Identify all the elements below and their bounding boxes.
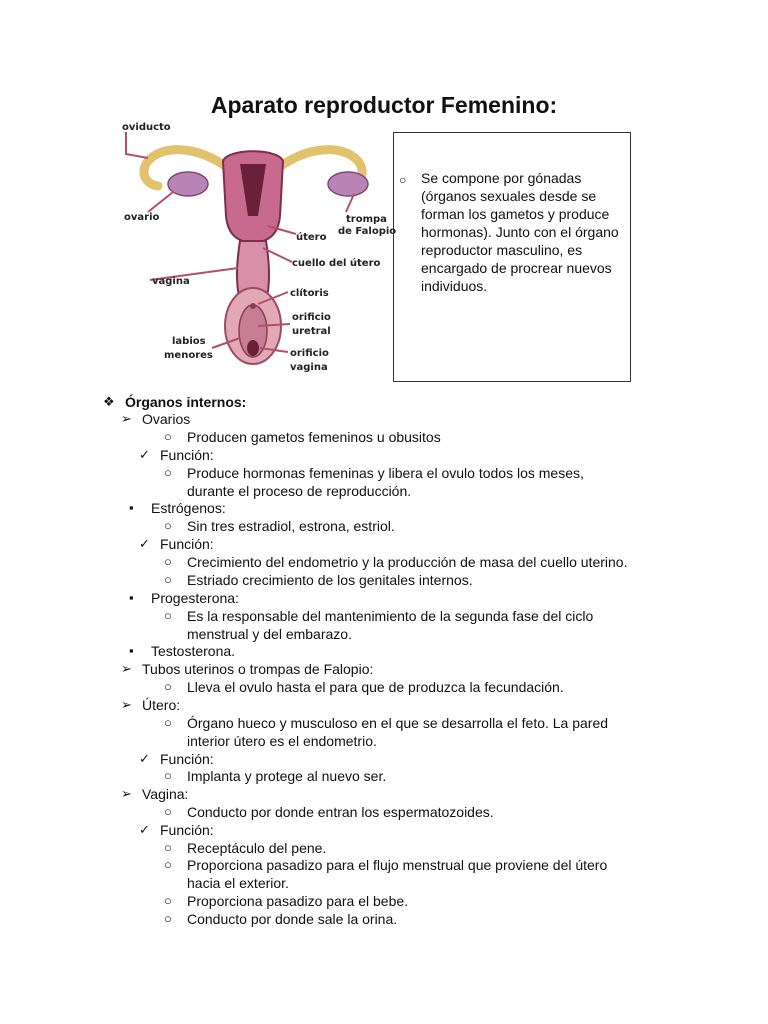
label-ovario: ovario (124, 212, 160, 223)
list-item: Proporciona pasadizo para el flujo menstrual que proviene del útero (187, 857, 608, 873)
check-bullet-icon: ✓ (139, 822, 150, 837)
circle-bullet-icon: ○ (164, 429, 172, 444)
circle-bullet-icon: ○ (164, 804, 172, 819)
circle-bullet-icon: ○ (164, 679, 172, 694)
heading-organos-internos: Órganos internos: (125, 394, 247, 410)
circle-bullet-icon: ○ (164, 554, 172, 569)
label-de-falopio: de Falopio (338, 226, 397, 237)
arrow-bullet-icon: ➢ (121, 411, 132, 426)
circle-bullet-icon: ○ (164, 768, 172, 783)
list-item: Función: (160, 447, 214, 463)
check-bullet-icon: ✓ (139, 751, 150, 766)
square-bullet-icon: ▪ (129, 590, 134, 605)
square-bullet-icon: ▪ (129, 500, 134, 515)
circle-bullet-icon: ○ (164, 911, 172, 926)
list-item: Conducto por donde sale la orina. (187, 911, 398, 927)
arrow-bullet-icon: ➢ (121, 697, 132, 712)
circle-bullet-icon: ○ (164, 840, 172, 855)
list-item: Vagina: (142, 786, 189, 802)
label-utero: útero (296, 232, 327, 243)
label-vagina: vagina (152, 276, 190, 287)
list-item: Función: (160, 536, 214, 552)
page-title: Aparato reproductor Femenino: (210, 92, 558, 118)
label-clitoris: clítoris (290, 288, 329, 299)
circle-bullet-icon: ○ (164, 608, 172, 623)
list-item-continued: interior útero es el endometrio. (187, 733, 377, 749)
list-item: Estrógenos: (151, 500, 226, 516)
list-item-continued: menstrual y del embarazo. (187, 626, 352, 642)
list-item: Estriado crecimiento de los genitales internos. (187, 572, 473, 588)
check-bullet-icon: ✓ (139, 536, 150, 551)
list-item: Útero: (142, 697, 181, 713)
diamond-bullet-icon: ❖ (103, 394, 115, 409)
right-ovary (328, 172, 368, 196)
list-item: Función: (160, 822, 214, 838)
circle-bullet-icon: ○ (164, 572, 172, 587)
label-orificio-vagina-2: vagina (290, 362, 328, 373)
label-trompa: trompa (346, 214, 387, 225)
clitoris (250, 303, 256, 309)
list-item: Lleva el ovulo hasta el para que de produzca la fecundación. (187, 679, 564, 695)
label-orificio-vagina-1: orificio (290, 348, 329, 359)
square-bullet-icon: ▪ (129, 643, 134, 658)
label-menores: menores (164, 350, 213, 361)
female-reproductive-diagram (118, 116, 397, 380)
circle-bullet-icon: ○ (164, 465, 172, 480)
list-item: Sin tres estradiol, estrona, estriol. (187, 518, 395, 534)
list-item: Receptáculo del pene. (187, 840, 327, 856)
list-item: Crecimiento del endometrio y la producción de masa del cuello uterino. (187, 554, 628, 570)
circle-bullet-icon: ○ (164, 893, 172, 908)
label-orificio-uretral-2: uretral (292, 326, 331, 337)
list-item: Órgano hueco y musculoso en el que se desarrolla el feto. La pared (187, 715, 609, 731)
circle-bullet-icon: ○ (164, 715, 172, 730)
list-item: Es la responsable del mantenimiento de la segunda fase del ciclo (187, 608, 594, 624)
list-item: Progesterona: (151, 590, 239, 606)
label-orificio-uretral-1: orificio (292, 312, 331, 323)
list-item: Proporciona pasadizo para el bebe. (187, 893, 409, 909)
check-bullet-icon: ✓ (139, 447, 150, 462)
list-item: Ovarios (142, 411, 191, 427)
circle-bullet-icon: ○ (164, 857, 172, 872)
list-item: Tubos uterinos o trompas de Falopio: (142, 661, 374, 677)
list-item-continued: durante el proceso de reproducción. (187, 483, 412, 499)
label-labios: labios (172, 336, 206, 347)
info-box-text: Se compone por gónadas (órganos sexuales desde se forman los gametos y produce hormonas). Junto con el órgano reproductor masculino, es encargado de procrear nuevos individuos. (421, 170, 619, 294)
left-ovary (168, 172, 208, 196)
list-item: Testosterona. (151, 643, 236, 659)
label-oviducto: oviducto (122, 122, 171, 133)
circle-bullet-icon: ○ (164, 518, 172, 533)
vaginal-opening (247, 340, 259, 356)
arrow-bullet-icon: ➢ (121, 786, 132, 801)
arrow-bullet-icon: ➢ (121, 661, 132, 676)
list-item-continued: hacia el exterior. (187, 875, 289, 891)
info-box (393, 132, 631, 382)
list-item: Produce hormonas femeninas y libera el ovulo todos los meses, (187, 465, 584, 481)
list-item: Producen gametos femeninos u obusitos (187, 429, 441, 445)
circle-bullet-icon: ○ (399, 173, 407, 187)
list-item: Implanta y protege al nuevo ser. (187, 768, 387, 784)
list-item: Conducto por donde entran los espermatozoides. (187, 804, 494, 820)
list-item: Función: (160, 751, 214, 767)
label-cuello-utero: cuello del útero (292, 258, 381, 269)
